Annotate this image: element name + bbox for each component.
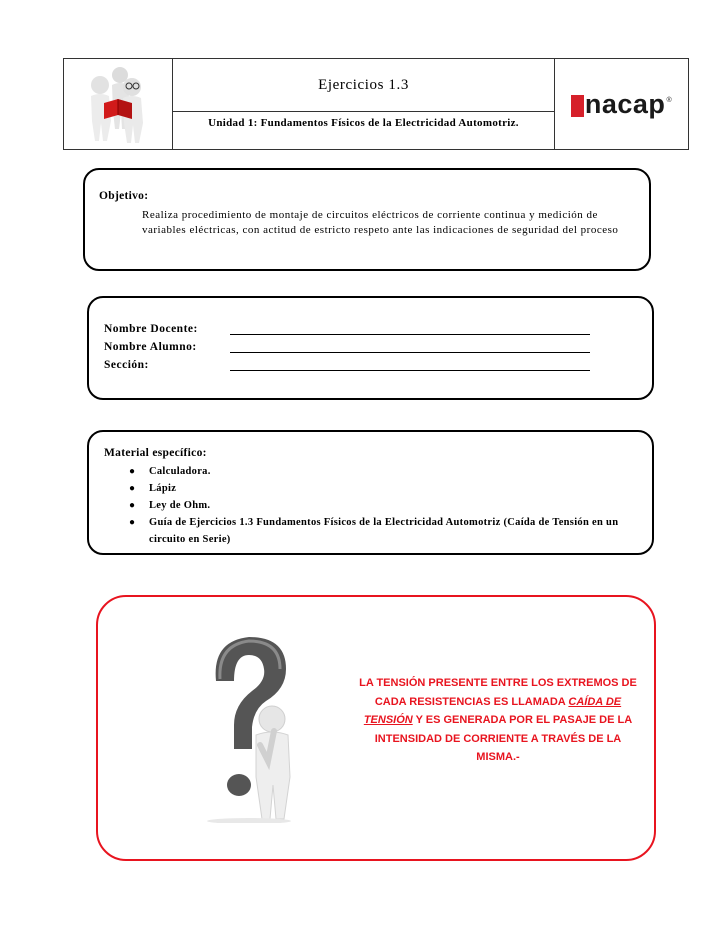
material-list [109,463,639,548]
header-illustration-cell [64,59,173,149]
tension-box [96,595,656,861]
material-box [87,430,654,555]
material-title: Material específico: [104,447,207,459]
field-docente-line[interactable] [230,323,590,335]
header-table [63,58,689,150]
field-alumno-label: Nombre Alumno: [104,341,197,353]
reading-figures-icon [64,59,172,149]
list-item: ● Calculadora. [129,466,211,477]
field-seccion-line[interactable] [230,359,590,371]
caida-de-tension-term: CAÍDA DE TENSIÓN [363,695,622,726]
field-alumno [104,341,590,353]
objetivo-text: Realiza procedimiento de montaje de circuitos eléctricos de corriente continua y medición de variables eléctricas, con actitud de estricto respeto ante las indicaciones de seguridad del proceso [142,209,619,236]
student-info-box [87,296,654,400]
objetivo-box [83,168,651,271]
logo-mark-icon [571,95,584,117]
question-mark-thinker-icon [194,627,304,823]
tension-definition: LA TENSIÓN PRESENTE ENTRE LOS EXTREMOS DE CADA RESISTENCIAS ES LLAMADA CAÍDA DE TENSIÓN Y ES GENERADA POR EL PASAJE DE LA INTENSIDAD DE CORRIENTE A TRAVÉS DE LA MISMA.- [359,677,637,763]
inacap-logo [555,59,688,149]
unit-subtitle: Unidad 1: Fundamentos Físicos de la Electricidad Automotriz. [173,112,555,149]
field-seccion-label: Sección: [104,359,149,371]
logo-registered: ® [666,96,673,104]
field-docente-label: Nombre Docente: [104,323,198,335]
field-seccion [104,359,590,371]
objetivo-title: Objetivo: [99,190,149,202]
list-item: ● Ley de Ohm. [129,500,211,511]
list-item: ● Lápiz [129,483,177,494]
field-alumno-line[interactable] [230,341,590,353]
page-title: Ejercicios 1.3 [173,59,555,112]
list-item: ● Guía de Ejercicios 1.3 Fundamentos Físicos de la Electricidad Automotriz (Caída de Tensión en un circuito en Serie) [129,517,619,545]
logo-text: nacap [584,88,666,119]
field-docente [104,323,590,335]
